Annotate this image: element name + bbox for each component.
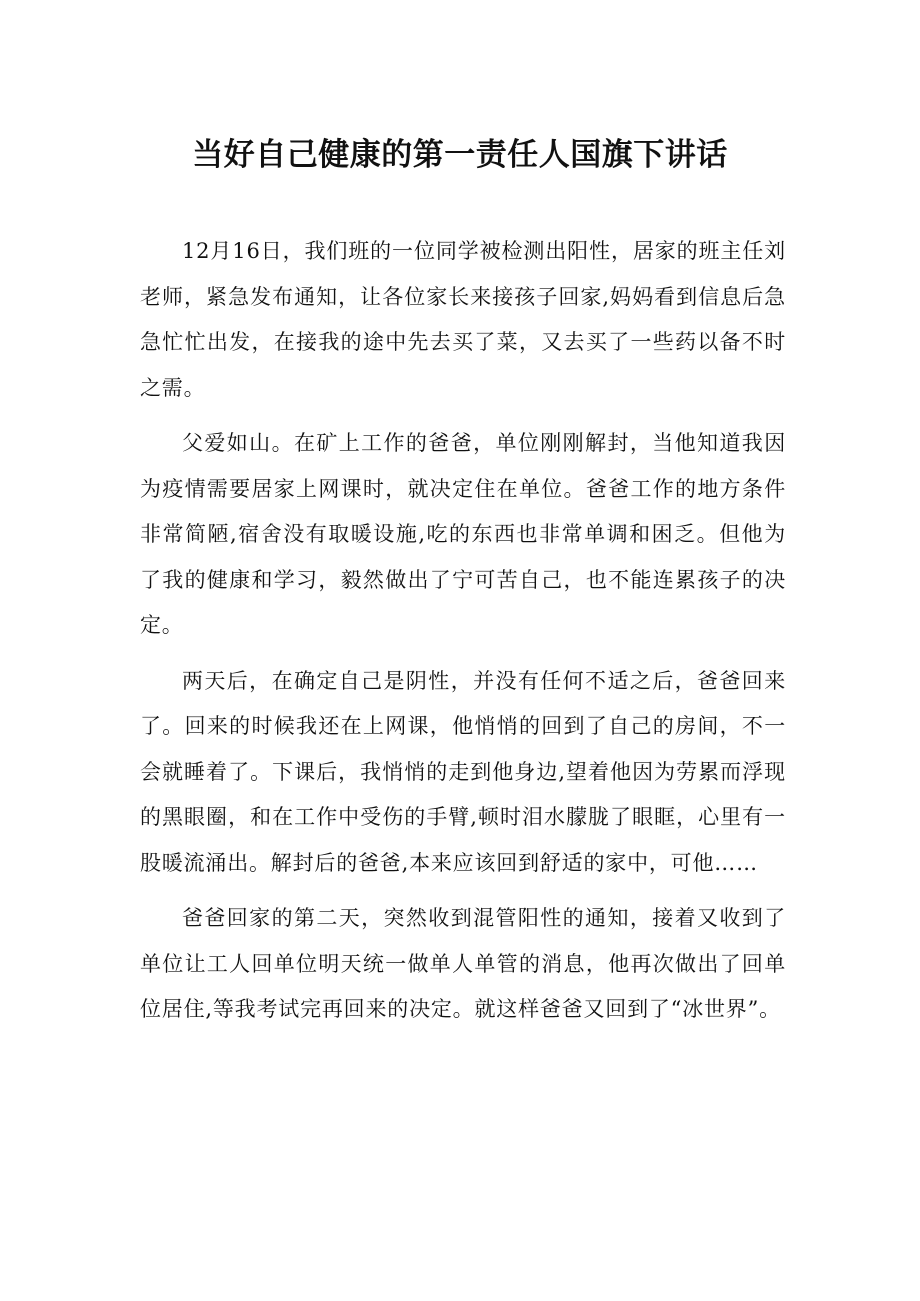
document-body [140, 229, 786, 1043]
paragraph-1: 12月16日，我们班的一位同学被检测出阳性，居家的班主任刘老师，紧急发布通知，让各位家长来接孩子回家,妈妈看到信息后急急忙忙出发，在接我的途中先去买了菜，又去买了一些药以备不时之需。 [140, 239, 786, 400]
paragraph-3: 两天后，在确定自己是阴性，并没有任何不适之后，爸爸回来了。回来的时候我还在上网课，他悄悄的回到了自己的房间，不一会就睡着了。下课后，我悄悄的走到他身边,望着他因为劳累而浮现的黑眼圈，和在工作中受伤的手臂,顿时泪水朦胧了眼眶，心里有一股暖流涌出。解封后的爸爸,本来应该回到舒适的家中，可他…… [140, 668, 786, 875]
paragraph-4: 爸爸回家的第二天，突然收到混管阳性的通知，接着又收到了单位让工人回单位明天统一做单人单管的消息，他再次做出了回单位居住,等我考试完再回来的决定。就这样爸爸又回到了“冰世界”。 [140, 906, 786, 1021]
page-title: 当好自己健康的第一责任人国旗下讲话 [192, 137, 728, 173]
paragraph-2: 父爱如山。在矿上工作的爸爸，单位刚刚解封，当他知道我因为疫情需要居家上网课时，就决定住在单位。爸爸工作的地方条件非常简陋,宿舍没有取暖设施,吃的东西也非常单调和困乏。但他为了我的健康和学习，毅然做出了宁可苦自己，也不能连累孩子的决定。 [140, 431, 786, 637]
